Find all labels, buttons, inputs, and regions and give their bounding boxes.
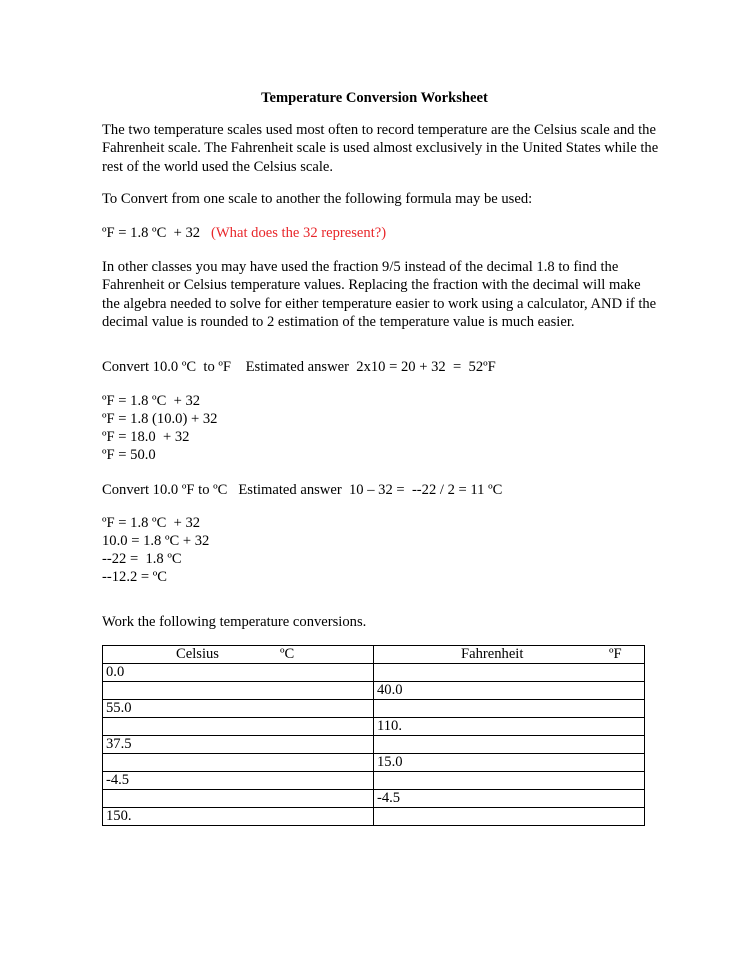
celsius-cell[interactable] bbox=[103, 718, 374, 736]
example1-step: ºF = 1.8 ºC + 32 bbox=[102, 393, 201, 409]
celsius-cell[interactable]: 37.5 bbox=[103, 736, 374, 754]
table-row bbox=[103, 790, 645, 808]
table-row bbox=[103, 664, 645, 682]
fahrenheit-unit: ºF bbox=[609, 646, 622, 662]
fahrenheit-cell[interactable] bbox=[374, 808, 645, 826]
table-header-row bbox=[103, 646, 645, 664]
celsius-cell[interactable] bbox=[103, 682, 374, 700]
fahrenheit-cell[interactable] bbox=[374, 700, 645, 718]
example2-step: ºF = 1.8 ºC + 32 bbox=[102, 515, 201, 531]
table-row bbox=[103, 682, 645, 700]
table-row bbox=[103, 700, 645, 718]
example1-step: ºF = 50.0 bbox=[102, 447, 156, 463]
exercise-intro: Work the following temperature conversions. bbox=[102, 614, 367, 630]
page-title: Temperature Conversion Worksheet bbox=[261, 90, 488, 106]
table-row bbox=[103, 718, 645, 736]
example1-step: ºF = 1.8 (10.0) + 32 bbox=[102, 411, 218, 427]
example2-heading: Convert 10.0 ºF to ºC Estimated answer 10 – 32 = --22 / 2 = 11 ºC bbox=[102, 482, 503, 498]
table-row bbox=[103, 736, 645, 754]
celsius-cell[interactable]: 150. bbox=[103, 808, 374, 826]
example1-heading: Convert 10.0 ºC to ºF Estimated answer 2x10 = 20 + 32 = 52ºF bbox=[102, 359, 496, 375]
fahrenheit-cell[interactable]: 110. bbox=[374, 718, 645, 736]
fahrenheit-cell[interactable]: 40.0 bbox=[374, 682, 645, 700]
formula-text: ºF = 1.8 ºC + 32 bbox=[102, 225, 201, 241]
formula-line bbox=[102, 224, 386, 242]
fahrenheit-cell[interactable]: 15.0 bbox=[374, 754, 645, 772]
conversion-table bbox=[102, 645, 645, 826]
example2-step: --22 = 1.8 ºC bbox=[102, 551, 182, 567]
celsius-cell[interactable]: -4.5 bbox=[103, 772, 374, 790]
celsius-header: Celsius bbox=[176, 646, 219, 662]
explanation-paragraph: In other classes you may have used the fraction 9/5 instead of the decimal 1.8 to find the Fahrenheit or Celsius temperature values. Replacing the fraction with the decimal will make the algebra needed to solve for either temperature easier to work using a calculator, AND if the decimal value is rounded to 2 estimation of the temperature value is much easier. bbox=[102, 259, 657, 330]
convert-intro: To Convert from one scale to another the following formula may be used: bbox=[102, 191, 533, 207]
example2-step: --12.2 = ºC bbox=[102, 569, 168, 585]
celsius-cell[interactable] bbox=[103, 790, 374, 808]
celsius-cell[interactable] bbox=[103, 754, 374, 772]
fahrenheit-cell[interactable] bbox=[374, 736, 645, 754]
formula-question: (What does the 32 represent?) bbox=[211, 225, 387, 241]
fahrenheit-cell[interactable]: -4.5 bbox=[374, 790, 645, 808]
intro-paragraph: The two temperature scales used most often to record temperature are the Celsius scale and the Fahrenheit scale. The Fahrenheit scale is used almost exclusively in the United States while the rest of the world used the Celsius scale. bbox=[102, 122, 659, 175]
fahrenheit-header: Fahrenheit bbox=[461, 646, 524, 662]
table-row bbox=[103, 808, 645, 826]
example1-step: ºF = 18.0 + 32 bbox=[102, 429, 190, 445]
example2-step: 10.0 = 1.8 ºC + 32 bbox=[102, 533, 210, 549]
fahrenheit-header-cell bbox=[374, 646, 645, 664]
table-row bbox=[103, 772, 645, 790]
celsius-unit: ºC bbox=[280, 646, 295, 662]
celsius-cell[interactable]: 55.0 bbox=[103, 700, 374, 718]
table-row bbox=[103, 754, 645, 772]
celsius-cell[interactable]: 0.0 bbox=[103, 664, 374, 682]
celsius-header-cell bbox=[103, 646, 374, 664]
fahrenheit-cell[interactable] bbox=[374, 772, 645, 790]
fahrenheit-cell[interactable] bbox=[374, 664, 645, 682]
